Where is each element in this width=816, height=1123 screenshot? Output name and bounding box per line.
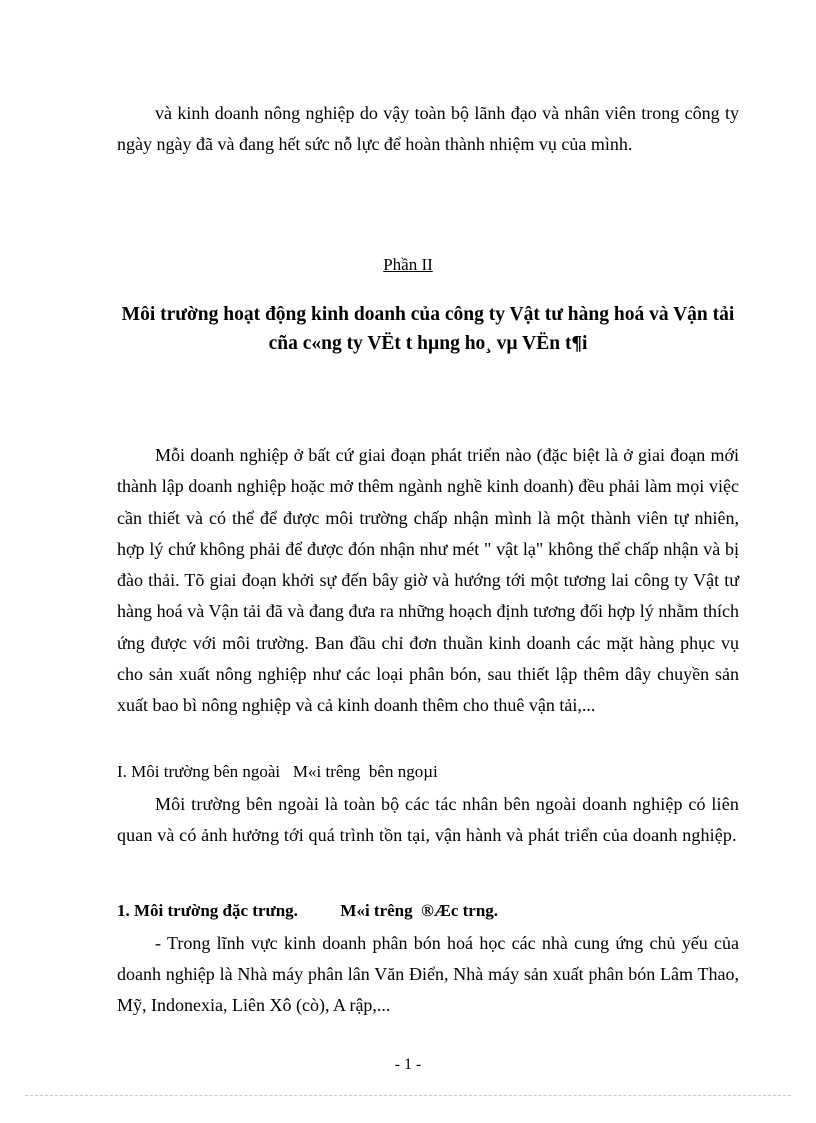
paragraph-3: - Trong lĩnh vực kinh doanh phân bón hoá học các nhà cung ứng chủ yếu của doanh nghiệp là Nhà máy phân lân Văn Điển, Nhà máy sản xuất phân bón Lâm Thao, Mỹ, Indonexia, Liên Xô (cò), A rập,... (117, 933, 739, 1015)
paragraph-1: Mỗi doanh nghiệp ở bất cứ giai đoạn phát triển nào (đặc biệt là ở giai đoạn mới thành lập doanh nghiệp hoặc mở thêm ngành nghề kinh doanh) đều phải làm mọi việc cần thiết và có thể để được môi trường chấp nhận mình là một thành viên tự nhiên, hợp lý chứ không phải để được đón nhận như mét " vật lạ" không thể chấp nhận và bị đào thải. Tõ giai đoạn khởi sự đến bây giờ và hướng tới một tương lai công ty Vật tư hàng hoá và Vận tải đã và đang đưa ra những hoạch định tương đối hợp lý nhằm thích ứng được với môi trường. Ban đầu chỉ đơn thuần kinh doanh các mặt hàng phục vụ cho sản xuất nông nghiệp như các loại phân bón, sau thiết lập thêm dây chuyền sản xuất bao bì nông nghiệp và cả kinh doanh thêm cho thuê vận tải,... (117, 445, 739, 716)
section-heading-i: I. Môi trường bên ngoài M«i trêng bên ngoµi (117, 762, 438, 781)
intro-paragraph: và kinh doanh nông nghiệp do vậy toàn bộ lãnh đạo và nhân viên trong công ty ngày ngày đã và đang hết sức nỗ lực để hoàn thành nhiệm vụ của mình. (117, 103, 739, 154)
footer-divider (25, 1095, 791, 1096)
heading-1: 1. Môi trường đặc trưng. M«i trêng ®Æc trng. (117, 901, 499, 920)
page-number: - 1 - (394, 1056, 422, 1073)
main-title-block (110, 300, 746, 358)
main-title: Môi trường hoạt động kinh doanh của công ty Vật tư hàng hoá và Vận tải (121, 304, 735, 325)
part-label: Phần II (383, 255, 433, 274)
paragraph-2: Môi trường bên ngoài là toàn bộ các tác nhân bên ngoài doanh nghiệp có liên quan và có ảnh hưởng tới quá trình tồn tại, vận hành và phát triển của doanh nghiệp. (117, 794, 739, 845)
main-title-garbled: cña c«ng ty VËt t hµng ho¸ vµ VËn t¶i (268, 333, 588, 354)
